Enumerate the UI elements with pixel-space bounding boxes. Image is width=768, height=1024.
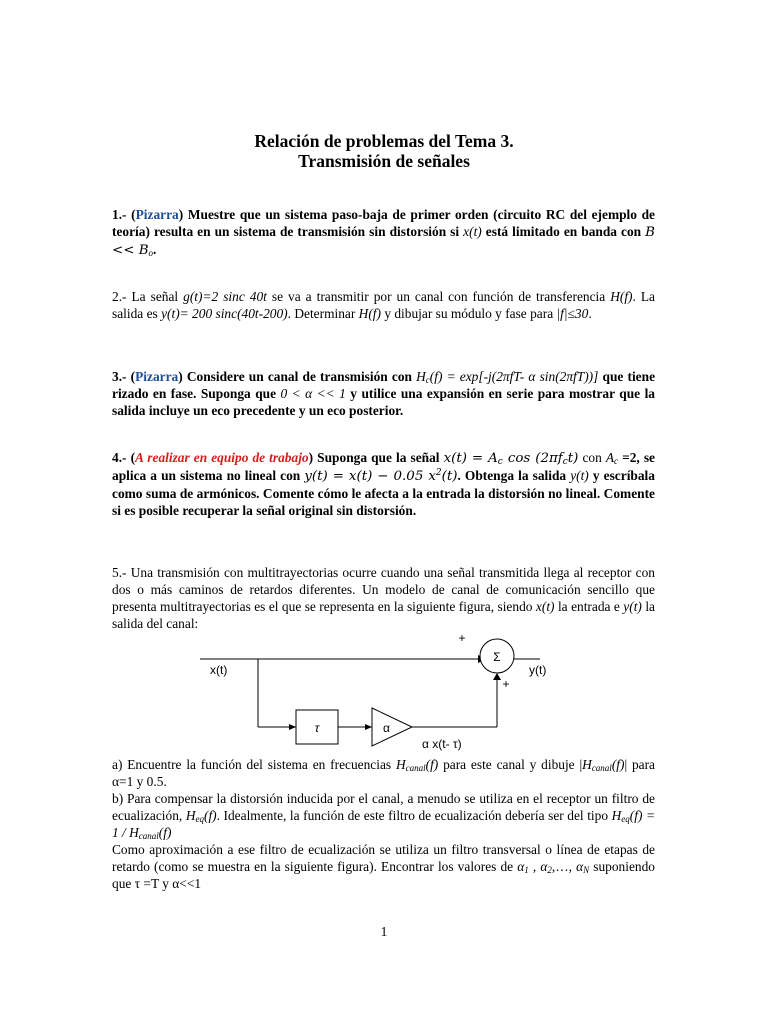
tag-pizarra: Pizarra (135, 369, 179, 384)
sum-symbol: Σ (493, 650, 501, 664)
problem-5-item-a: a) Encuentre la función del sistema en frecuencias $H_{canal}(f)$ para este canal y dibuje $|H_{canal}(f)|$ para α=1 y 0.5. (112, 757, 656, 789)
document-subtitle: Transmisión de señales (298, 151, 470, 171)
plus-sign-top: + (458, 631, 466, 645)
problem-3: 3.- (Pizarra) Considere un canal de transmisión con $H_c(f) = \exp[-j(2\pi fT-$ α sin(2πfT))] que tiene rizado en fase. Suponga que 0 < α << 1 y utilice una expansión en serie para mostrar que la salida incluye un eco precedente y un eco posterior. (112, 369, 656, 418)
page-number: 1 (380, 924, 388, 939)
output-label: y(t) (529, 663, 547, 677)
plus-sign-bottom: + (502, 677, 510, 691)
problem-5-intro: 5.- Una transmisión con multitrayectorias ocurre cuando una señal transmitida llega al receptor con dos o más caminos de retardos diferentes. Un modelo de canal de comunicación sencillo que presenta multitrayectorias es el que se representa en la siguiente figura, siendo x(t) la entrada e y(t) la salida del canal: (112, 565, 655, 631)
problem-2: 2.- La señal g(t)=2 sinc 40t se va a transmitir por un canal con función de transferencia H(f). La salida es y(t)= 200 sinc(40t-200). Determinar H(f) y dibujar su módulo y fase para |f|≤30. (112, 289, 655, 321)
problem-5-item-b: b) Para compensar la distorsión inducida por el canal, a menudo se utiliza en el receptor un filtro de ecualización, $H_{eq}(f)$. Idealmente, la función de este filtro de ecualización debería ser del tipo $H_{eq}(f) = 1 / H_{canal}(f)$ (112, 791, 655, 841)
problem-5-item-b-cont: Como aproximación a ese filtro de ecualización se utiliza un filtro transversal o línea de etapas de retardo (como se muestra en la siguiente figura). Encontrar los valores de $\alpha_1$ , $\alpha_2,\dots$, $\alpha_N$ suponiendo que τ =T y α<<1 (112, 842, 655, 891)
multipath-diagram (200, 631, 547, 754)
tag-pizarra: Pizarra (135, 207, 179, 222)
input-label: x(t) (210, 663, 228, 677)
gain-block (372, 708, 412, 746)
gain-symbol: α (383, 721, 390, 735)
tag-teamwork: A realizar en equipo de trabajo (135, 450, 309, 465)
document-title: Relación de problemas del Tema 3. (254, 131, 514, 151)
problem-1: 1.- (Pizarra) Muestre que un sistema paso-baja de primer orden (circuito RC del ejemplo de teoría) resulta en un sistema de transmisión sin distorsión si x(t) está limitado en banda con $B << B_o$. (112, 207, 656, 258)
delay-symbol: τ (314, 721, 320, 735)
problem-4: 4.- (A realizar en equipo de trabajo) Suponga que la señal $x(t) = A_c$ $\cos (2\pi f_ct)$ con $A_c =2$, se aplica a un sistema no lineal con y(t) = x(t) − 0.05 $x^2(t)$. Obtenga la salida y(t) y escríbala como suma de armónicos. Comente cómo le afecta a la entrada la distorsión no lineal. Comente si es posible recuperar la señal original sin distorsión. (112, 450, 656, 518)
branch-label: α x(t- τ) (422, 737, 462, 751)
